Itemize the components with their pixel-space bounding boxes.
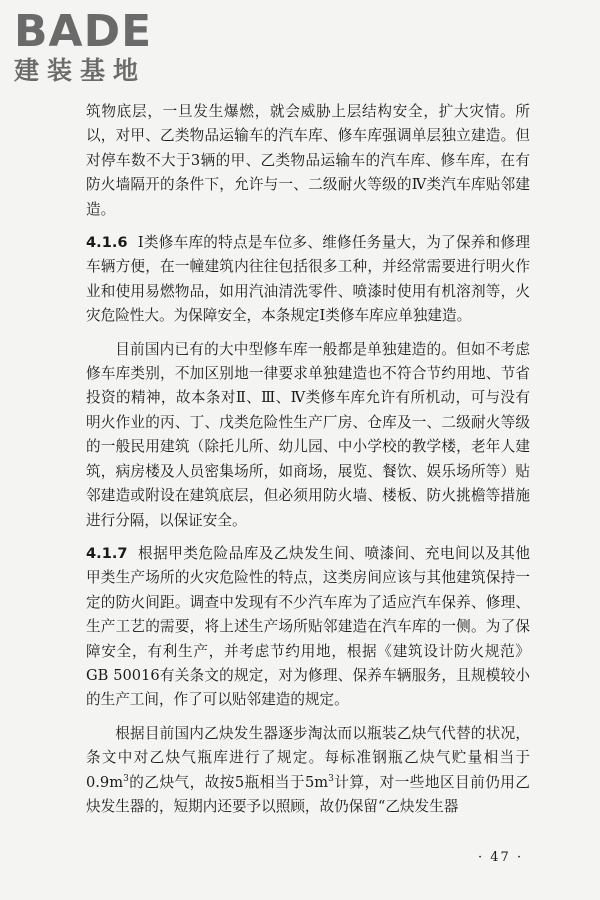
page-body [86, 100, 530, 819]
superscript: 3 [328, 773, 334, 784]
logo-subtitle: 建装基地 [14, 56, 147, 85]
text-run: 根据目前国内乙炔发生器逐步淘汰而以瓶装乙炔气代替的状况，条文中对乙炔气瓶库进行了规定。每标准钢瓶乙炔气贮量相当于0.9m [86, 724, 530, 791]
section-4-1-7 [86, 542, 530, 713]
section-text: 根据甲类危险品库及乙炔发生间、喷漆间、充电间以及其他甲类生产场所的火灾危险性的特点，这类房间应该与其他建筑保持一定的防火间距。调查中发现有不少汽车库为了适应汽车保养、修理、生产工艺的需要，将上述生产场所贴邻建造在汽车库的一侧。为了保障安全，有利生产，并考虑节约用地，根据《建筑设计防火规范》GB 50016有关条文的规定，对为修理、保养车辆服务，且规模较小的生产工间，作了可以贴邻建造的规定。 [86, 544, 530, 709]
section-number: 4.1.6 [86, 234, 128, 252]
section-4-1-6 [86, 231, 530, 329]
paragraph-continuation: 筑物底层，一旦发生爆燃，就会威胁上层结构安全，扩大灾情。所以，对甲、乙类物品运输车的汽车库、修车库强调单层独立建造。但对停车数不大于3辆的甲、乙类物品运输车的汽车库、修车库，在有防火墙隔开的条件下，允许与一、二级耐火等级的Ⅳ类汽车库贴邻建造。 [86, 103, 530, 218]
text-run: 计算，对一些地区目前仍用乙炔发生器的，短期内还要予以照顾，故仍保留“乙炔发生器 [86, 773, 530, 815]
page-number: · 47 · [478, 850, 524, 865]
brand-logo [14, 6, 184, 90]
paragraph [86, 722, 530, 820]
logo-brand-text: BADE [14, 6, 153, 57]
section-text: Ⅰ类修车库的特点是车位多、维修任务量大，为了保养和修理车辆方便，在一幢建筑内往往包括很多工种，并经常需要进行明火作业和使用易燃物品，如用汽油清洗零件、喷漆时使用有机溶剂等，火灾危险性大。为保障安全，本条规定Ⅰ类修车库应单独建造。 [86, 234, 530, 325]
section-number: 4.1.7 [86, 544, 128, 562]
superscript: 3 [123, 773, 129, 784]
paragraph: 目前国内已有的大中型修车库一般都是单独建造的。但如不考虑修车库类别，不加区别地一律要求单独建造也不符合节约用地、节省投资的精神，故本条对Ⅱ、Ⅲ、Ⅳ类修车库允许有所机动，可与没有明火作业的丙、丁、戊类危险性生产厂房、仓库及一、二级耐火等级的一般民用建筑（除托儿所、幼儿园、中小学校的教学楼，老年人建筑，病房楼及人员密集场所，如商场，展览、餐饮、娱乐场所等）贴邻建造或附设在建筑底层，但必须用防火墙、楼板、防火挑檐等措施进行分隔，以保证安全。 [86, 340, 530, 529]
text-run: 的乙炔气，故按5瓶相当于5m [128, 773, 329, 791]
